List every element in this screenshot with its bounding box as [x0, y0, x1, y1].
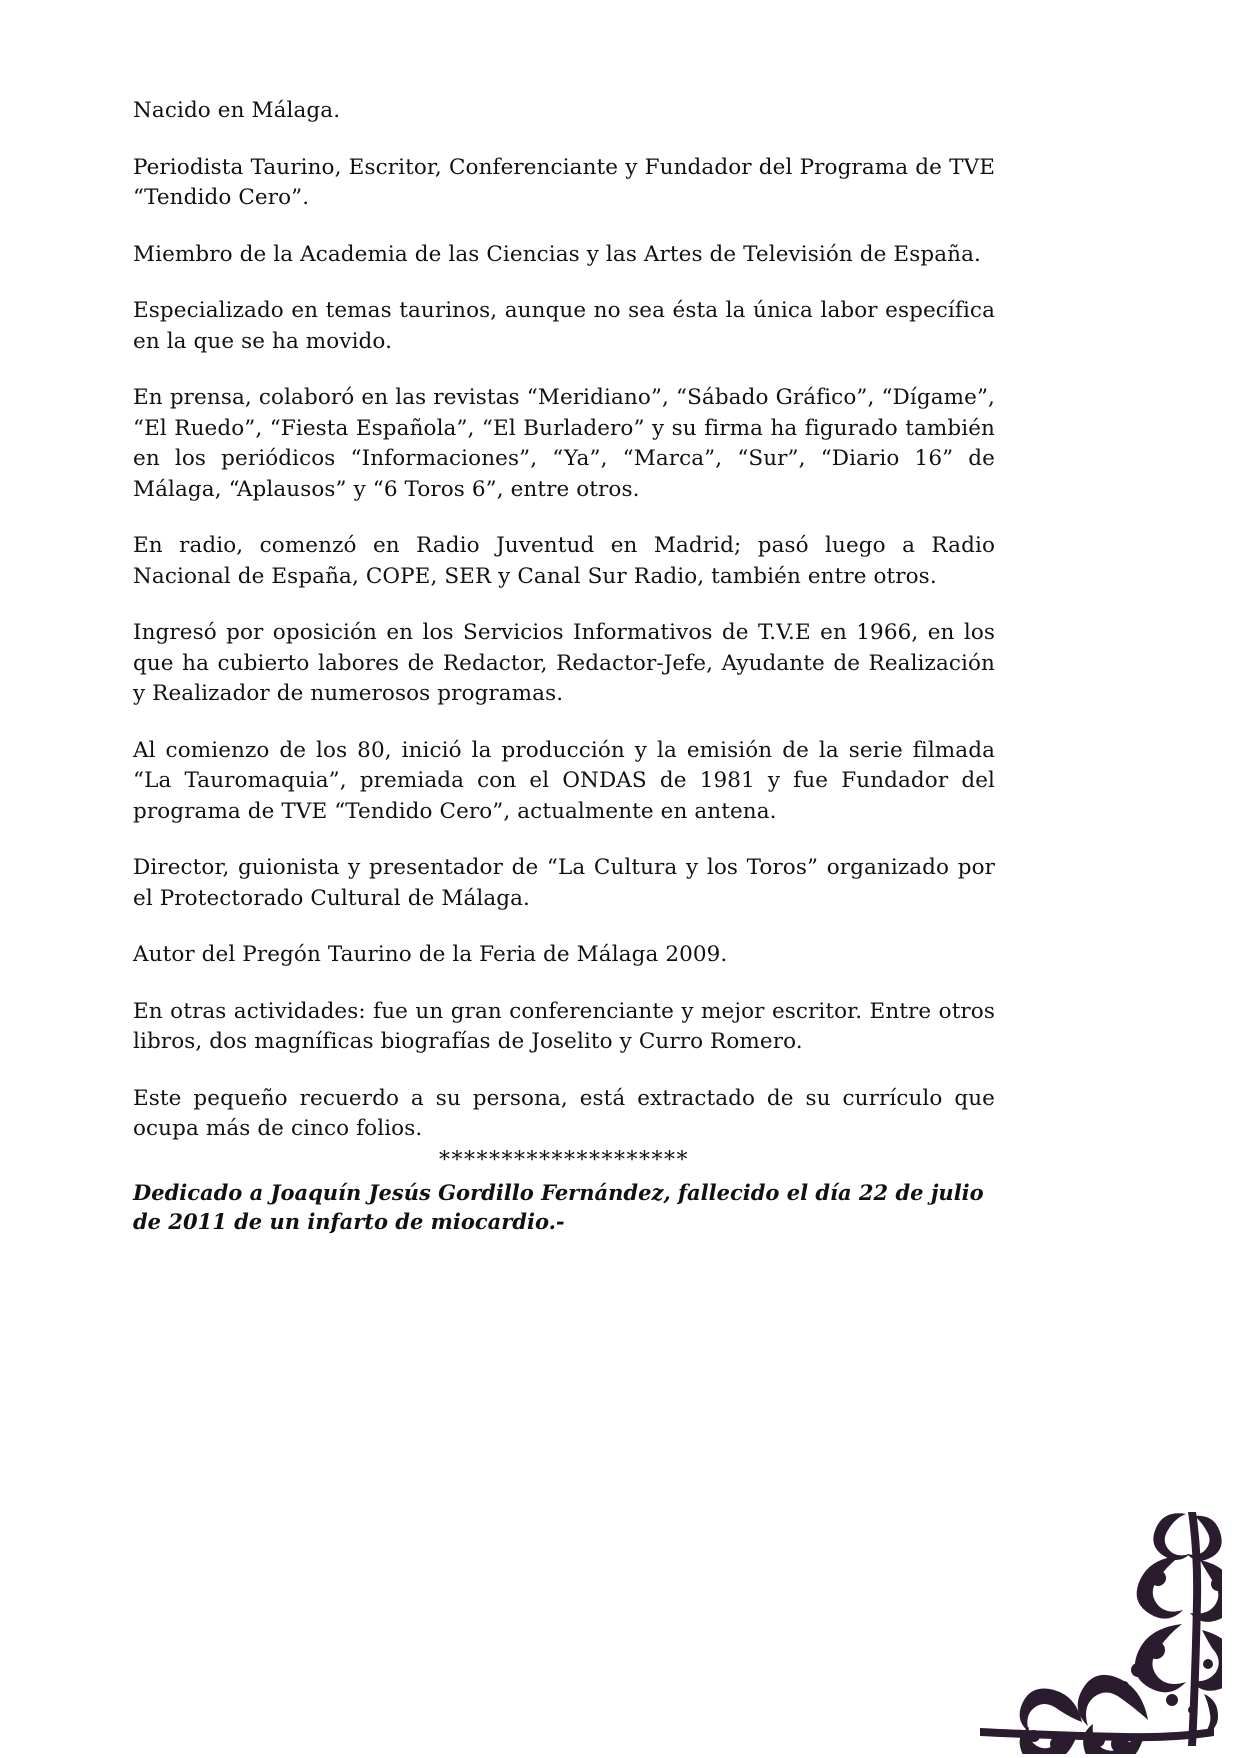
document-body [133, 96, 995, 1237]
asterisk-separator: ******************** [439, 1147, 689, 1173]
paragraph: Especializado en temas taurinos, aunque no sea ésta la única labor específica en la que se ha movido. [133, 298, 995, 354]
paragraph: En radio, comenzó en Radio Juventud en Madrid; pasó luego a Radio Nacional de España, COPE, SER y Canal Sur Radio, también entre otros. [133, 533, 995, 589]
floral-ornament-icon [972, 1504, 1222, 1754]
paragraph: En prensa, colaboró en las revistas “Meridiano”, “Sábado Gráfico”, “Dígame”, “El Ruedo”, “Fiesta Española”, “El Burladero” y su firma ha figurado también en los periódicos “Informaciones”, “Ya”, “Marca”, “Sur”, “Diario 16” de Málaga, “Aplausos” y “6 Toros 6”, entre otros. [133, 385, 995, 502]
paragraph: Ingresó por oposición en los Servicios Informativos de T.V.E en 1966, en los que ha cubierto labores de Redactor, Redactor-Jefe, Ayudante de Realización y Realizador de numerosos programas. [133, 620, 995, 707]
dedication-text: Dedicado a Joaquín Jesús Gordillo Fernández, fallecido el día 22 de julio de 2011 de un infarto de miocardio.- [133, 1180, 984, 1235]
paragraph: Director, guionista y presentador de “La Cultura y los Toros” organizado por el Protectorado Cultural de Málaga. [133, 855, 995, 911]
paragraph: Nacido en Málaga. [133, 98, 341, 123]
paragraph: Al comienzo de los 80, inició la producción y la emisión de la serie filmada “La Tauromaquia”, premiada con el ONDAS de 1981 y fue Fundador del programa de TVE “Tendido Cero”, actualmente en antena. [133, 737, 995, 824]
paragraph: Este pequeño recuerdo a su persona, está extractado de su currículo que ocupa más de cinco folios. [133, 1085, 995, 1142]
paragraph: Periodista Taurino, Escritor, Conferenciante y Fundador del Programa de TVE “Tendido Cero”. [133, 154, 995, 211]
paragraph: Autor del Pregón Taurino de la Feria de Málaga 2009. [133, 942, 728, 968]
paragraph: Miembro de la Academia de las Ciencias y las Artes de Televisión de España. [133, 241, 981, 267]
paragraph: En otras actividades: fue un gran conferenciante y mejor escritor. Entre otros libros, dos magníficas biografías de Joselito y Curro Romero. [133, 998, 995, 1055]
